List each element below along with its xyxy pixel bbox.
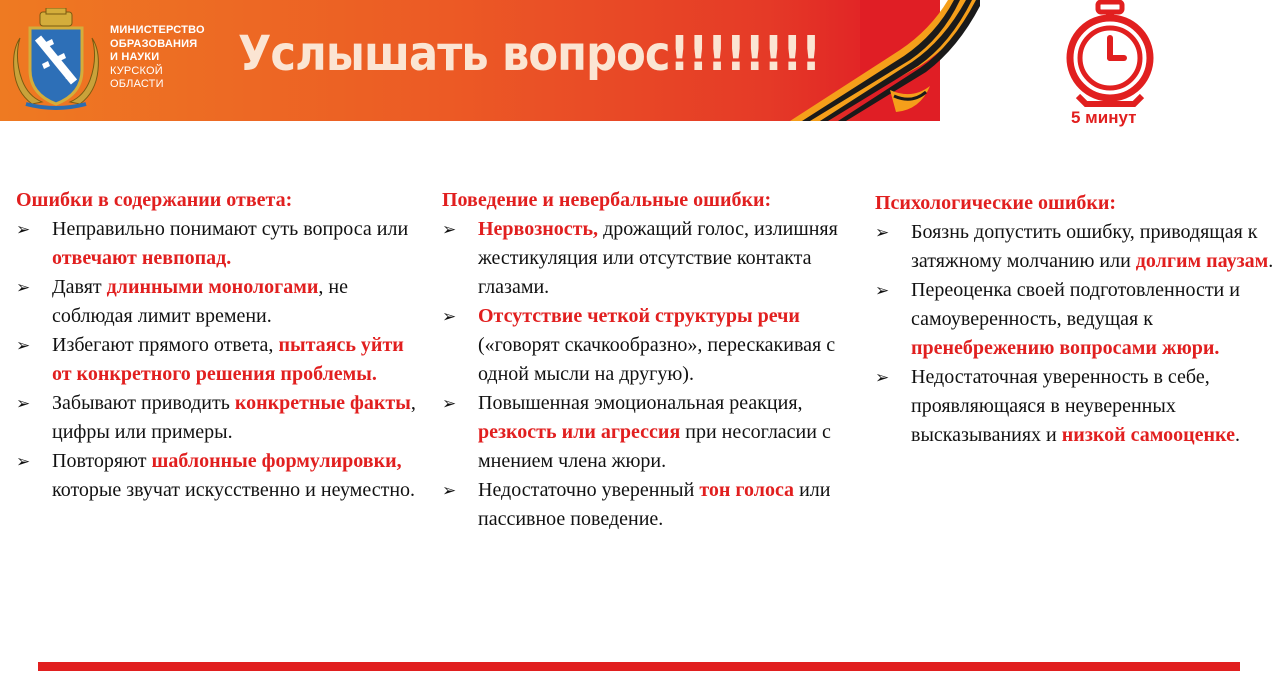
item-text: Переоценка своей подготовленности и самоуверенность, ведущая к — [911, 279, 1240, 330]
page-title: Услышать вопрос!!!!!!!! — [238, 26, 821, 82]
item-text: Повышенная эмоциональная реакция, — [478, 392, 803, 414]
item-text: Избегают прямого ответа, — [52, 334, 279, 356]
ministry-line-2: ОБРАЗОВАНИЯ — [110, 37, 198, 50]
list-item — [442, 215, 842, 302]
item-text: Недостаточная уверенность в себе, проявляющаяся в неуверенных высказываниях и — [911, 366, 1210, 446]
error-list — [442, 215, 842, 534]
error-list — [875, 218, 1280, 450]
item-highlight: шаблонные формулировки, — [151, 450, 402, 472]
item-text: Боязнь допустить ошибку, приводящая к затяжному молчанию или — [911, 221, 1258, 272]
coat-of-arms-icon — [12, 8, 100, 110]
item-text-tail: , не соблюдая лимит времени. — [52, 276, 348, 327]
arrowhead-bullet-icon: ➢ — [442, 307, 457, 326]
item-highlight: Нервозность, — [478, 218, 599, 240]
item-highlight: тон голоса — [699, 479, 795, 501]
header-banner — [0, 0, 1280, 121]
list-item — [442, 476, 842, 534]
stopwatch-icon — [1060, 0, 1160, 108]
item-text-tail: . — [1234, 424, 1240, 446]
arrowhead-bullet-icon: ➢ — [442, 481, 457, 500]
item-text-tail: . — [1268, 250, 1274, 272]
arrowhead-bullet-icon: ➢ — [875, 368, 890, 387]
item-highlight: конкретные факты — [234, 392, 411, 414]
item-highlight: пренебрежению вопросами жюри. — [911, 337, 1220, 359]
item-text: Недостаточно уверенный — [478, 479, 700, 501]
list-item — [875, 276, 1280, 363]
item-text: Повторяют — [52, 450, 152, 472]
arrowhead-bullet-icon: ➢ — [16, 452, 31, 471]
item-text-tail: или пассивное поведение. — [478, 479, 831, 530]
arrowhead-bullet-icon: ➢ — [16, 278, 31, 297]
arrowhead-bullet-icon: ➢ — [16, 336, 31, 355]
list-item — [875, 363, 1280, 450]
arrowhead-bullet-icon: ➢ — [875, 223, 890, 242]
item-text: Забывают приводить — [52, 392, 235, 414]
column-psychological-errors — [875, 189, 1280, 450]
list-item — [16, 331, 426, 389]
item-highlight: долгим паузам — [1135, 250, 1269, 272]
arrowhead-bullet-icon: ➢ — [875, 281, 890, 300]
footer-bar — [38, 662, 1240, 671]
list-item — [442, 302, 842, 389]
item-text-tail: («говорят скачкообразно», перескакивая с одной мысли на другую). — [478, 334, 836, 385]
item-text-tail: при несогласии с мнением члена жюри. — [478, 421, 831, 472]
arrowhead-bullet-icon: ➢ — [442, 394, 457, 413]
arrowhead-bullet-icon: ➢ — [16, 220, 31, 239]
list-item — [16, 215, 426, 273]
item-highlight: низкой самооценке — [1061, 424, 1235, 446]
list-item — [16, 447, 426, 505]
ministry-line-3: И НАУКИ — [110, 51, 160, 63]
item-highlight: длинными монологами — [106, 276, 319, 298]
item-highlight: резкость или агрессия — [478, 421, 681, 443]
item-highlight: Отсутствие четкой структуры речи — [478, 305, 800, 327]
ministry-name — [110, 24, 250, 92]
column-behavior-errors — [442, 186, 842, 534]
item-text: Давят — [52, 276, 107, 298]
list-item — [16, 389, 426, 447]
column-heading: Психологические ошибки: — [875, 192, 1117, 214]
arrowhead-bullet-icon: ➢ — [16, 394, 31, 413]
st-george-ribbon-icon — [780, 0, 980, 121]
item-highlight: пытаясь уйти от конкретного решения проблемы. — [52, 334, 404, 385]
list-item — [442, 389, 842, 476]
column-content-errors — [16, 186, 426, 505]
list-item — [16, 273, 426, 331]
ministry-line-1: МИНИСТЕРСТВО — [110, 24, 205, 36]
timer-label: 5 минут — [1071, 108, 1137, 127]
item-text: Неправильно понимают суть вопроса или — [52, 218, 409, 240]
item-text-tail: , цифры или примеры. — [52, 392, 416, 443]
item-highlight: отвечают невпопад. — [52, 247, 232, 269]
ministry-line-4: КУРСКОЙ — [110, 64, 163, 77]
error-list — [16, 215, 426, 505]
item-text-tail: которые звучат искусственно и неуместно. — [52, 479, 416, 501]
arrowhead-bullet-icon: ➢ — [442, 220, 457, 239]
item-text-tail: дрожащий голос, излишняя жестикуляция или отсутствие контакта глазами. — [478, 218, 838, 298]
ministry-line-5: ОБЛАСТИ — [110, 78, 164, 90]
column-heading: Ошибки в содержании ответа: — [16, 189, 293, 211]
column-heading: Поведение и невербальные ошибки: — [442, 189, 772, 211]
list-item — [875, 218, 1280, 276]
